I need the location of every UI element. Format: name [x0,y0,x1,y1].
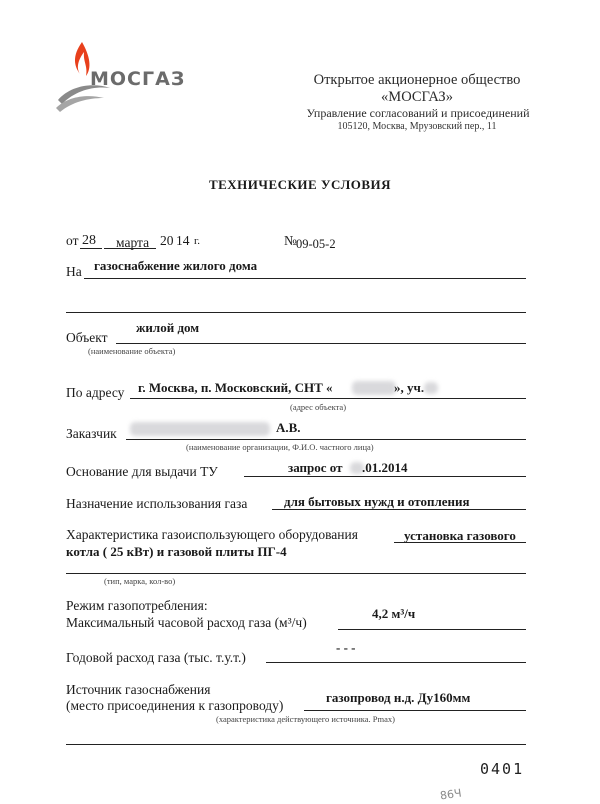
field-equipment-hint: (тип, марка, кол-во) [104,576,176,586]
org-address: 105120, Москва, Мрузовский пер., 11 [337,121,497,132]
org-name-line2: «МОСГАЗ» [381,89,453,105]
company-logo [52,38,232,118]
redacted-area [352,381,396,395]
org-department: Управление согласований и присоединений [306,106,530,120]
field-basis-label: Основание для выдачи ТУ [66,464,218,479]
field-annual-value: - - - [336,640,356,655]
field-equipment-value-line2: котла ( 25 кВт) и газовой плиты ПГ-4 [66,544,287,559]
field-customer-hint: (наименование организации, Ф.И.О. частного лица) [186,442,374,452]
field-object-hint: (наименование объекта) [88,346,176,356]
field-annual-label: Годовой расход газа (тыс. т.у.т.) [66,650,246,665]
field-address-label: По адресу [66,385,125,400]
field-equipment-label: Характеристика газоиспользующего оборудования [66,527,358,542]
field-source-value: газопровод н.д. Ду160мм [326,690,471,705]
doc-number: 09-05-2 [296,237,336,251]
field-max-flow-label: Максимальный часовой расход газа (м³/ч) [66,615,307,630]
field-object-value: жилой дом [136,320,200,335]
field-equipment-value-line1: установка газового [404,528,516,543]
date-year: 14 [176,233,190,248]
redacted-area [424,382,438,394]
field-address-hint: (адрес объекта) [290,402,347,412]
field-source-hint: (характеристика действующего источника. Pmax) [216,714,395,724]
field-source-label-line2: (место присоединения к газопроводу) [66,698,284,713]
field-purpose-label: Назначение использования газа [66,496,248,511]
date-day: 28 [82,233,96,248]
org-name-line1: Открытое акционерное общество [313,72,521,88]
field-source-label-line1: Источник газоснабжения [66,682,211,697]
field-object-label: Объект [66,330,108,345]
page-number-stamp: 0401 [480,760,525,778]
redacted-area [130,422,270,436]
date-suffix: г. [194,235,201,247]
field-customer-label: Заказчик [66,426,117,441]
field-max-flow-value: 4,2 м³/ч [372,606,416,621]
document-title: ТЕХНИЧЕСКИЕ УСЛОВИЯ [208,177,392,192]
handwritten-mark: 86Ч [439,786,463,803]
field-customer-value: А.В. [276,420,301,435]
field-basis-value-start: запрос от [288,460,343,475]
logo-text: МОСГАЗ [90,68,186,90]
date-year-prefix: 20 [160,233,174,248]
field-na-label: На [66,264,82,279]
doc-number-prefix: № [284,233,297,248]
field-address-value-end: », уч. [394,380,425,395]
date-prefix: от [66,233,79,248]
field-purpose-value: для бытовых нужд и отопления [284,494,470,509]
date-month: марта [116,235,150,250]
field-mode-label: Режим газопотребления: [66,598,208,613]
field-address-value-start: г. Москва, п. Московский, СНТ « [138,380,333,395]
field-na-value: газоснабжение жилого дома [94,258,258,273]
field-basis-value-end: .01.2014 [362,460,408,475]
